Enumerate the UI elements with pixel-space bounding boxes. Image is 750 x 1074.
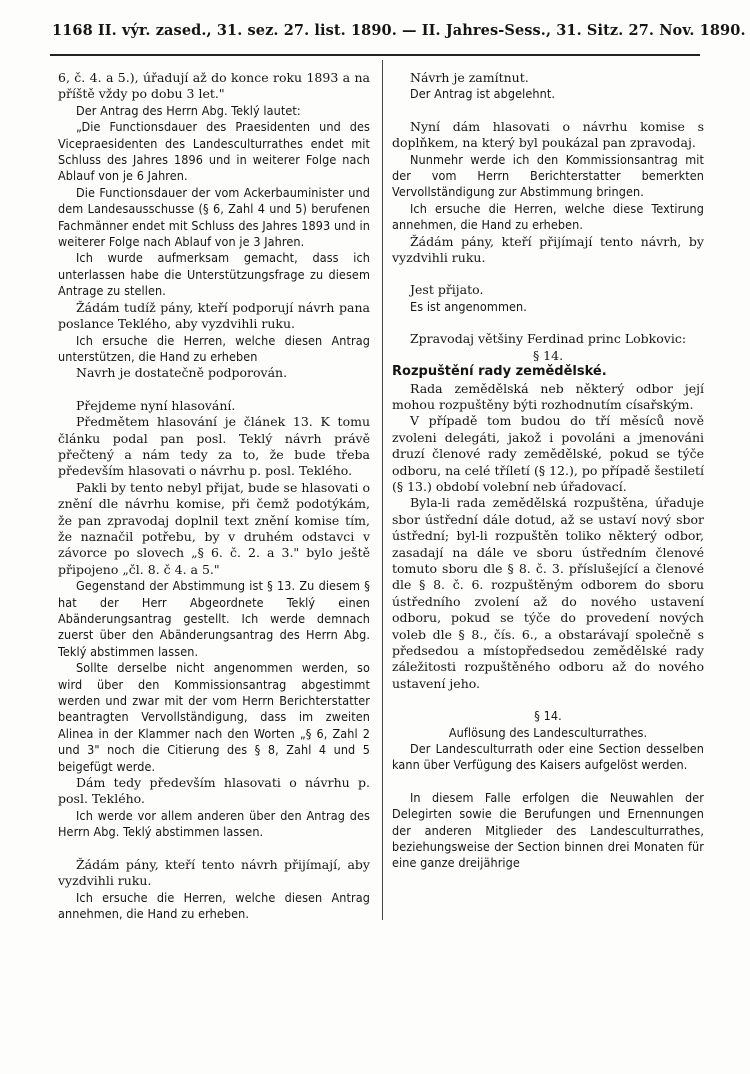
- paragraph: Rada zemědělská neb některý odbor její mohou rozpuštěny býti rozhodnutím císařským.: [392, 380, 704, 412]
- paragraph: Jest přijato.: [410, 282, 484, 298]
- paragraph: Ich werde vor allem anderen über den Antrag des Herrn Abg. Teklý abstimmen lassen.: [58, 807, 370, 840]
- section-heading: Rozpuštění rady zemědělské.: [392, 364, 607, 380]
- paragraph: Es ist angenommen.: [410, 298, 527, 314]
- paragraph: Zpravodaj většiny Ferdinad princ Lobkovic:: [410, 331, 687, 347]
- column-divider: [382, 60, 383, 920]
- paragraph-spacer: [392, 266, 704, 282]
- paragraph: Žádám pány, kteří tento návrh přijímají, aby vyzdvihli ruku.: [58, 856, 370, 889]
- paragraph: Die Functionsdauer der vom Ackerbauminister und dem Landesausschusse (§ 6, Zahl 4 und 5) berufenen Fachmänner endet mit Schluss des Jahres 1893 und in weiterer Folge nach Ablauf von je 3 Jahren.: [58, 184, 370, 250]
- paragraph: Nyní dám hlasovati o návrhu komise s doplňkem, na který byl poukázal pan zpravodaj.: [392, 118, 704, 151]
- paragraph: Nunmehr werde ich den Kommissionsantrag mit der vom Herrn Berichterstatter bemerkten Vervollständigung zur Abstimmung bringen.: [392, 151, 704, 200]
- paragraph: Gegenstand der Abstimmung ist § 13. Zu diesem § hat der Herr Abgeordnete Teklý einen Abänderungsantrag gestellt. Ich werde demnach zuerst über den Abänderungsantrag des Herrn Abg. Teklý abstimmen lassen.: [58, 578, 370, 659]
- paragraph: Žádám tudíž pány, kteří podporují návrh pana poslance Teklého, aby vyzdvihli ruku.: [58, 299, 370, 332]
- paragraph: In diesem Falle erfolgen die Neuwahlen der Delegirten sowie die Berufungen und Ernennungen der anderen Mitglieder des Landesculturrathes, beziehungsweise der Section binnen drei Monaten für eine ganze dreijährige: [392, 789, 704, 871]
- paragraph: Ich ersuche die Herren, welche diesen Antrag unterstützen, die Hand zu erheben: [58, 332, 370, 364]
- paragraph: Der Antrag ist abgelehnt.: [410, 86, 556, 102]
- paragraph: Der Landesculturrath oder eine Section desselben kann über Verfügung des Kaisers aufgelöst werden.: [392, 741, 704, 773]
- paragraph: V případě tom budou do tří měsíců nově zvoleni delegáti, jakož i povoláni a jmenováni druzí členové rady zemědělské, pokud se týče odboru, na celé tříletí (§ 12.), po případě šestiletí (§ 13.) období volební neb úřadovací.: [392, 413, 704, 494]
- paragraph: Pakli by tento nebyl přijat, bude se hlasovati o znění dle návrhu komise, při čemž podotýkám, že pan zpravodaj doplnil text znění komise tím, že naznačil potřebu, by v druhém odstavci v závorce po slovech „§ 6. č. 2. a 3." bylo ještě připojeno „čl. 8. č 4. a 5.": [58, 479, 370, 577]
- right-column: [392, 70, 704, 872]
- paragraph-spacer: [392, 692, 704, 708]
- paragraph: Ich ersuche die Herren, welche diesen Antrag annehmen, die Hand zu erheben.: [58, 889, 370, 921]
- paragraph: Auflösung des Landesculturrathes.: [448, 724, 648, 740]
- paragraph: § 14.: [532, 347, 564, 363]
- header-rule: [50, 54, 700, 56]
- paragraph: Předmětem hlasování je článek 13. K tomu článku podal pan posl. Teklý návrh právě přečtený a nám tedy za to, že bude třeba především hlasovati o návrhu p. posl. Teklého.: [58, 414, 370, 479]
- paragraph: Žádám pány, kteří přijímají tento návrh, by vyzdvihli ruku.: [392, 233, 704, 266]
- page-header: 1168 II. výr. zased., 31. sez. 27. list. 1890. — II. Jahres-Sess., 31. Sitz. 27. Nov. 1890.: [52, 22, 746, 39]
- paragraph: Sollte derselbe nicht angenommen werden, so wird über den Kommissionsantrag abgestimmt werden und zwar mit der vom Herrn Berichterstatter beantragten Vervollständigung, dass im zweiten Alinea in der Klammer nach den Worten „§ 6, Zahl 2 und 3" noch die Citierung des § 8, Zahl 4 und 5 beigefügt werde.: [58, 660, 370, 774]
- paragraph: Návrh je zamítnut.: [410, 70, 529, 85]
- paragraph-spacer: [392, 774, 704, 790]
- paragraph-spacer: [392, 103, 704, 119]
- paragraph: Ich ersuche die Herren, welche diese Textirung annehmen, die Hand zu erheben.: [392, 200, 704, 233]
- paragraph: 6, č. 4. a 5.), úřadují až do konce roku 1893 a na příště vždy po dobu 3 let.": [58, 70, 370, 102]
- left-column: [58, 70, 370, 922]
- paragraph: Ich wurde aufmerksam gemacht, dass ich unterlassen habe die Unterstützungsfrage zu diesem Antrage zu stellen.: [58, 250, 370, 299]
- paragraph-spacer: [392, 315, 704, 331]
- paragraph: Přejdeme nyní hlasování.: [76, 397, 236, 413]
- paragraph: Byla-li rada zemědělská rozpuštěna, úřaduje sbor ústřední dále dotud, až se ustaví nový sbor ústřední; byl-li rozpuštěn toliko některý odbor, zasadají na dále ve sboru ústředním členové tomuto sboru dle § 8. č. 3. příslušející a členové dle § 8. č. 6. rozpuštěným odborem do sboru ústředního zvolení až do nového ustavení odboru, pokud se týče do provedení nových voleb dle § 8., čís. 6., a obstarávají společně s předsedou a místopředsedou zemědělské rady záležitosti rozpuštěného odboru až do nového ustavení jeho.: [392, 495, 704, 691]
- paragraph: § 14.: [534, 708, 562, 724]
- paragraph: Der Antrag des Herrn Abg. Teklý lautet:: [76, 102, 301, 118]
- paragraph: „Die Functionsdauer des Praesidenten und des Vicepraesidenten des Landesculturrathes endet mit Schluss des Jahres 1896 und in weiterer Folge nach Ablauf von je 6 Jahren.: [58, 119, 370, 184]
- paragraph: Dám tedy především hlasovati o návrhu p. posl. Teklého.: [58, 775, 370, 807]
- paragraph: Navrh je dostatečně podporován.: [76, 365, 288, 381]
- paragraph-spacer: [58, 841, 370, 857]
- paragraph-spacer: [58, 382, 370, 398]
